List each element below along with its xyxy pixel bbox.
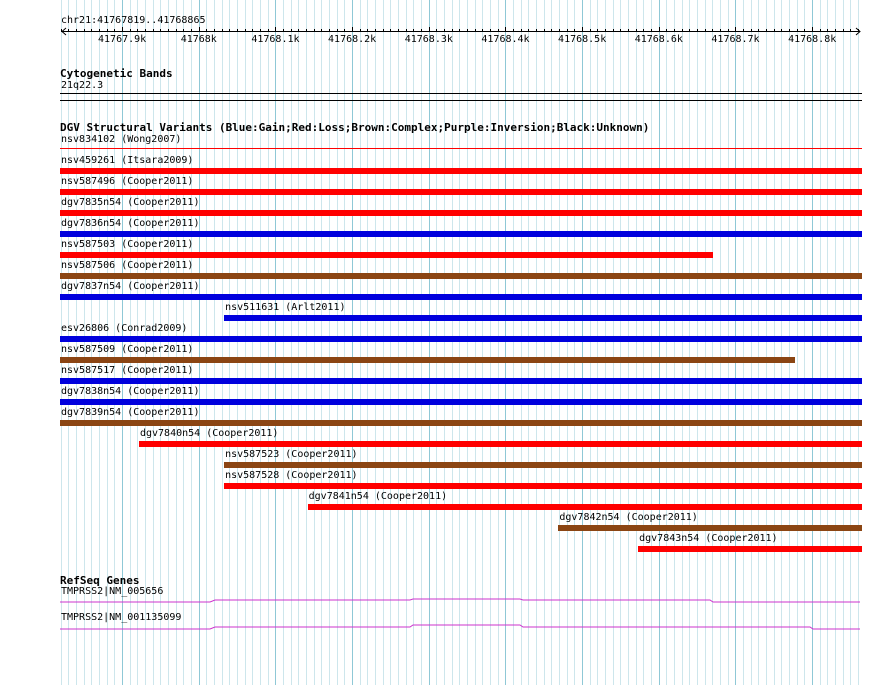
dgv-feature-label[interactable]: nsv587528 (Cooper2011) (225, 470, 358, 481)
cytoband-track-title: Cytogenetic Bands (60, 67, 173, 80)
dgv-feature-label[interactable]: dgv7842n54 (Cooper2011) (559, 512, 698, 523)
dgv-feature-label[interactable]: dgv7835n54 (Cooper2011) (61, 197, 200, 208)
ruler-tick-label: 41768.5k (558, 34, 607, 45)
location-label: chr21:41767819..41768865 (61, 15, 206, 26)
dgv-feature-bar[interactable] (60, 168, 862, 174)
dgv-feature-bar[interactable] (60, 294, 862, 300)
dgv-feature-label[interactable]: nsv587503 (Cooper2011) (61, 239, 194, 250)
gene-label-nm-001135099[interactable]: TMPRSS2|NM_001135099 (61, 612, 182, 623)
ruler-tick-label: 41767.9k (98, 34, 147, 45)
dgv-feature-label[interactable]: nsv587496 (Cooper2011) (61, 176, 194, 187)
dgv-feature-bar[interactable] (224, 462, 862, 468)
cytoband-bar-top (60, 93, 862, 94)
ruler-tick-label: 41768.7k (711, 34, 760, 45)
ruler-tick-label: 41768.8k (788, 34, 837, 45)
dgv-feature-bar[interactable] (638, 546, 862, 552)
dgv-feature-label[interactable]: nsv587509 (Cooper2011) (61, 344, 194, 355)
refseq-track-title: RefSeq Genes (60, 574, 140, 587)
dgv-feature-bar[interactable] (60, 252, 713, 258)
dgv-feature-label[interactable]: dgv7840n54 (Cooper2011) (139, 428, 279, 439)
ruler-tick-label: 41768.2k (328, 34, 377, 45)
ruler-tick-label: 41768.6k (634, 34, 683, 45)
dgv-feature-label[interactable]: dgv7837n54 (Cooper2011) (61, 281, 200, 292)
dgv-feature-bar[interactable] (60, 210, 862, 216)
gene-model-nm-005656[interactable] (0, 598, 890, 606)
cytoband-label: 21q22.3 (61, 80, 104, 91)
dgv-feature-bar[interactable] (60, 189, 862, 195)
cytoband-bar-bottom (60, 100, 862, 101)
dgv-track-title: DGV Structural Variants (Blue:Gain;Red:Loss;Brown:Complex;Purple:Inversion;Black:Unknown) (60, 121, 650, 134)
dgv-feature-bar[interactable] (60, 273, 862, 279)
ruler-tick-label: 41768.3k (404, 34, 453, 45)
dgv-feature-bar[interactable] (60, 378, 862, 384)
dgv-feature-bar[interactable] (224, 483, 862, 489)
dgv-feature-bar[interactable] (60, 399, 862, 405)
dgv-feature-bar[interactable] (60, 420, 862, 426)
ruler-tick-label: 41768k (180, 34, 217, 45)
dgv-feature-label[interactable]: dgv7838n54 (Cooper2011) (61, 386, 200, 397)
dgv-feature-label[interactable]: nsv587517 (Cooper2011) (61, 365, 194, 376)
dgv-feature-label[interactable]: nsv459261 (Itsara2009) (61, 155, 194, 166)
dgv-feature-bar[interactable] (60, 148, 862, 149)
ruler-tick-label: 41768.1k (251, 34, 300, 45)
dgv-feature-label[interactable]: nsv587523 (Cooper2011) (225, 449, 358, 460)
dgv-feature-label[interactable]: dgv7843n54 (Cooper2011) (639, 533, 778, 544)
dgv-feature-bar[interactable] (139, 441, 862, 447)
dgv-feature-label[interactable]: nsv511631 (Arlt2011) (225, 302, 346, 313)
gene-model-nm-001135099[interactable] (0, 624, 890, 632)
dgv-feature-bar[interactable] (60, 357, 795, 363)
dgv-feature-bar[interactable] (60, 231, 862, 237)
gene-label-nm-005656[interactable]: TMPRSS2|NM_005656 (61, 586, 164, 597)
dgv-feature-label[interactable]: nsv834102 (Wong2007) (61, 134, 182, 145)
dgv-feature-label[interactable]: esv26806 (Conrad2009) (61, 323, 188, 334)
dgv-feature-label[interactable]: nsv587506 (Cooper2011) (61, 260, 194, 271)
dgv-feature-bar[interactable] (308, 504, 862, 510)
dgv-feature-label[interactable]: dgv7839n54 (Cooper2011) (61, 407, 200, 418)
dgv-feature-label[interactable]: dgv7841n54 (Cooper2011) (308, 491, 448, 502)
dgv-feature-bar[interactable] (60, 336, 862, 342)
ruler-tick-label: 41768.4k (481, 34, 530, 45)
dgv-feature-bar[interactable] (224, 315, 862, 321)
dgv-feature-label[interactable]: dgv7836n54 (Cooper2011) (61, 218, 200, 229)
dgv-feature-bar[interactable] (558, 525, 862, 531)
